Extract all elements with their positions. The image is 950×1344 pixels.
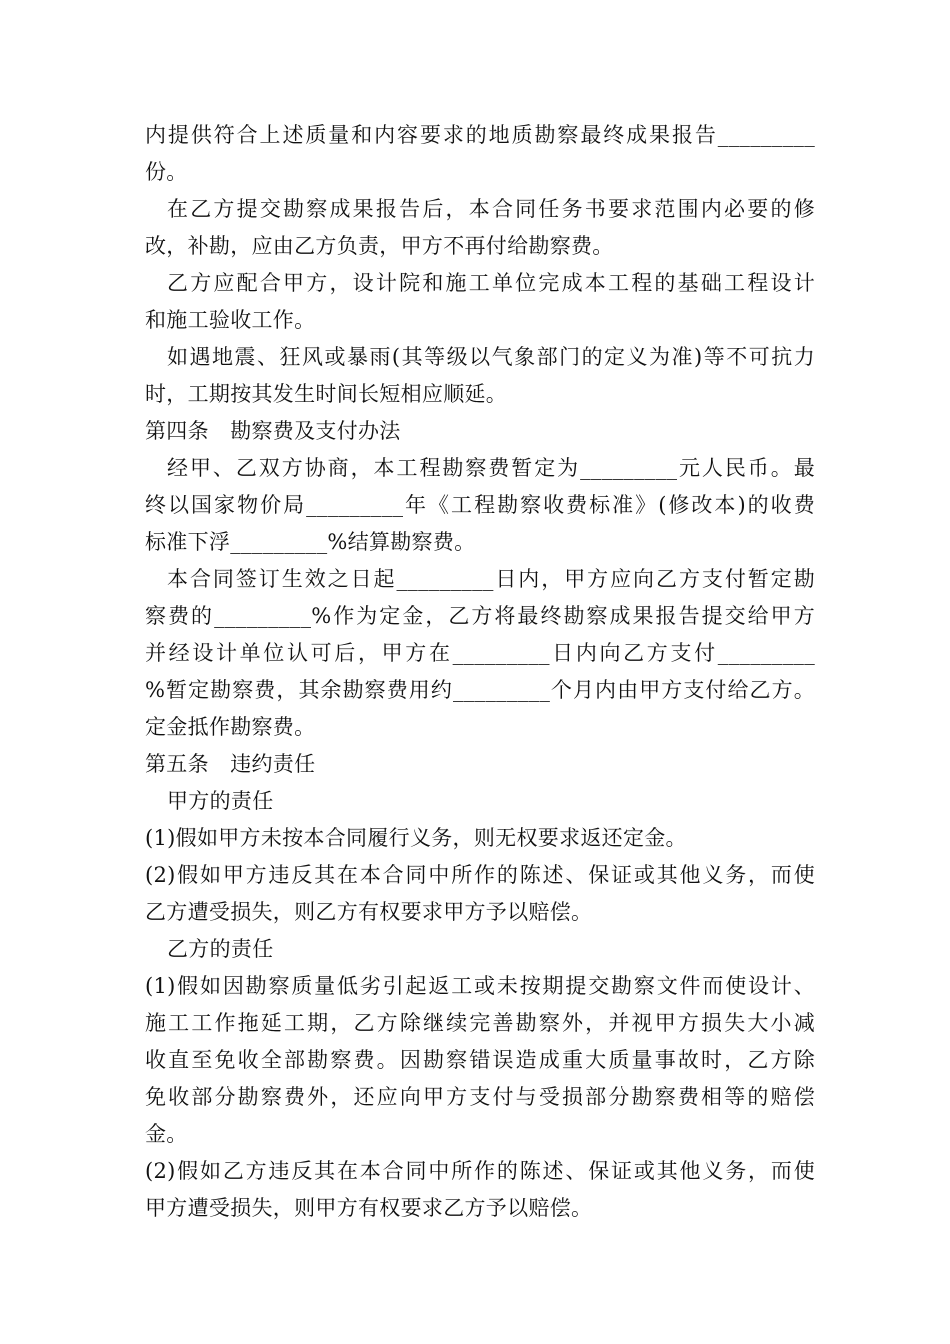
text-line: 时，工期按其发生时间长短相应顺延。 xyxy=(145,382,508,406)
sub-heading: 乙方的责任 xyxy=(167,937,274,961)
text-line: 金。 xyxy=(145,1122,188,1146)
text-line: 乙方应配合甲方，设计院和施工单位完成本工程的基础工程设计 xyxy=(167,271,815,295)
text-line: 终以国家物价局_________年《工程勘察收费标准》(修改本)的收费 xyxy=(145,493,815,517)
text-line: 份。 xyxy=(145,160,188,184)
text-line: 标准下浮_________%结算勘察费。 xyxy=(145,530,476,554)
text-line: 施工工作拖延工期，乙方除继续完善勘察外，并视甲方损失大小减 xyxy=(145,1011,815,1035)
text-line: 免收部分勘察费外，还应向甲方支付与受损部分勘察费相等的赔偿 xyxy=(145,1085,815,1109)
text-line: 本合同签订生效之日起_________日内，甲方应向乙方支付暂定勘 xyxy=(167,567,815,591)
text-line: (2)假如甲方违反其在本合同中所作的陈述、保证或其他义务，而使 xyxy=(145,863,815,887)
text-line: 定金抵作勘察费。 xyxy=(145,715,316,739)
text-line: (1)假如因勘察质量低劣引起返工或未按期提交勘察文件而使设计、 xyxy=(145,974,815,998)
document-page xyxy=(145,117,815,1227)
text-line: 如遇地震、狂风或暴雨(其等级以气象部门的定义为准)等不可抗力 xyxy=(167,345,815,369)
text-line: 在乙方提交勘察成果报告后，本合同任务书要求范围内必要的修 xyxy=(167,197,815,221)
text-line: 甲方遭受损失，则甲方有权要求乙方予以赔偿。 xyxy=(145,1196,593,1220)
text-line: 和施工验收工作。 xyxy=(145,308,316,332)
text-line: 经甲、乙双方协商，本工程勘察费暂定为_________元人民币。最 xyxy=(167,456,815,480)
text-line: (1)假如甲方未按本合同履行义务，则无权要求返还定金。 xyxy=(145,826,687,850)
text-line: 察费的_________%作为定金，乙方将最终勘察成果报告提交给甲方 xyxy=(145,604,815,628)
text-line: 乙方遭受损失，则乙方有权要求甲方予以赔偿。 xyxy=(145,900,593,924)
text-line: %暂定勘察费，其余勘察费用约_________个月内由甲方支付给乙方。 xyxy=(145,678,815,702)
section-heading: 第四条 勘察费及支付办法 xyxy=(145,419,401,443)
section-heading: 第五条 违约责任 xyxy=(145,752,316,776)
text-line: 内提供符合上述质量和内容要求的地质勘察最终成果报告_________ xyxy=(145,123,815,147)
text-line: 收直至免收全部勘察费。因勘察错误造成重大质量事故时，乙方除 xyxy=(145,1048,815,1072)
sub-heading: 甲方的责任 xyxy=(167,789,274,813)
text-line: 并经设计单位认可后，甲方在_________日内向乙方支付_________ xyxy=(145,641,815,665)
text-line: 改，补勘，应由乙方负责，甲方不再付给勘察费。 xyxy=(145,234,614,258)
text-line: (2)假如乙方违反其在本合同中所作的陈述、保证或其他义务，而使 xyxy=(145,1159,815,1183)
